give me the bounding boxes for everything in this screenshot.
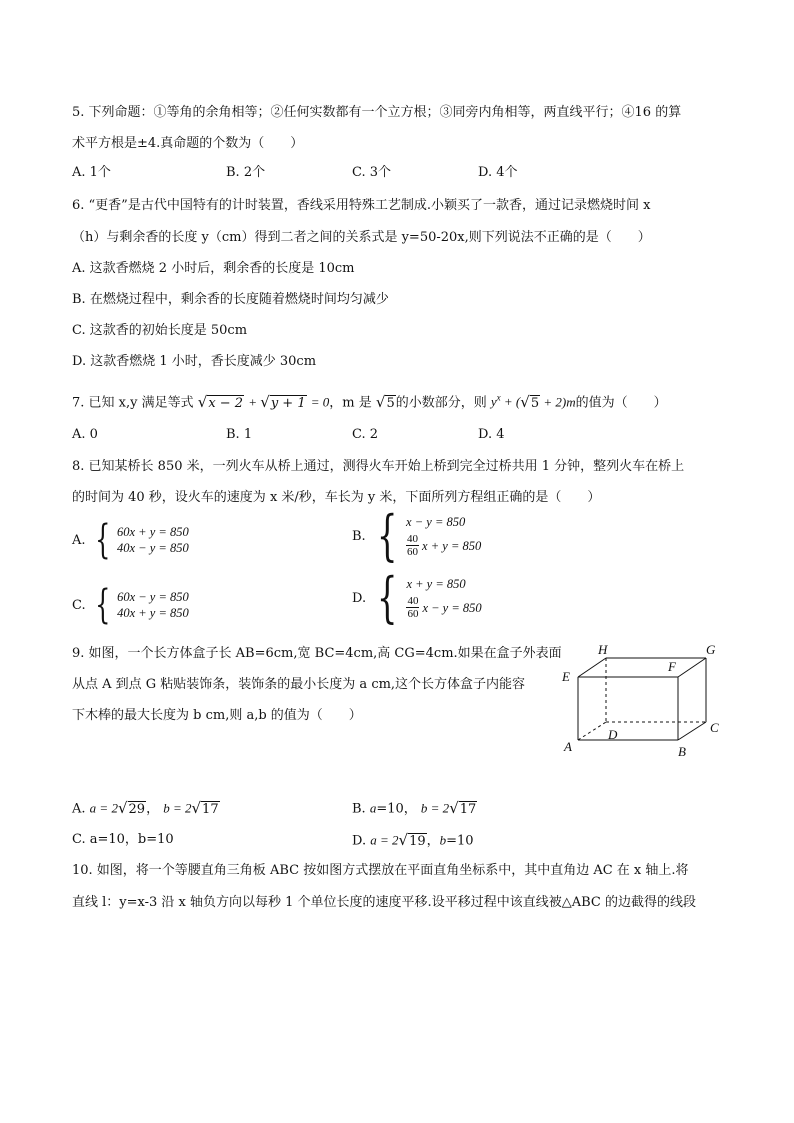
q8-b-fraction: $\frac{40}{60}$ bbox=[407, 533, 419, 558]
q6-option-c: C. 这款香的初始长度是 50cm bbox=[72, 323, 248, 338]
q6-line-2: （h）与剩余香的长度 y（cm）得到二者之间的关系式是 y=50-20x,则下列说法不正确的是（ ） bbox=[72, 230, 651, 245]
q8-option-c-label: C. bbox=[72, 597, 86, 613]
label-G: G bbox=[706, 642, 716, 657]
q7-stem: 7. 已知 x,y 满足等式 √x − 2 + √y + 1 = 0，m 是 √5的小数部分，则 $y^x + (√5 + 2)m$的值为（ ） bbox=[72, 392, 667, 411]
q7-expression: $y^x$ + ( bbox=[490, 393, 521, 410]
q8-a-eq1: 60x + y = 850 bbox=[116, 525, 189, 539]
q10-line-1: 10. 如图，将一个等腰直角三角板 ABC 按如图方式摆放在平面直角坐标系中，其中直角边 AC 在 x 轴上.将 bbox=[72, 863, 689, 878]
sqrt-5: √5 bbox=[375, 392, 395, 411]
q9-option-d: D. a = 2√19，b=10 bbox=[352, 831, 474, 849]
q8-option-d: D. { x + y = 850 $\frac{40}{60}$ x − y = 850 bbox=[352, 566, 482, 629]
q9-line-2: 从点 A 到点 G 粘贴装饰条，装饰条的最小长度为 a cm,这个长方体盒子内能容 bbox=[72, 677, 526, 692]
q7-option-d: D. 4 bbox=[478, 427, 505, 442]
label-D: D bbox=[608, 727, 618, 742]
q7-option-b: B. 1 bbox=[226, 427, 253, 442]
q5-line-2: 术平方根是±4.真命题的个数为（ ） bbox=[72, 136, 304, 151]
q9-option-b: B. a=10， b = 2√17 bbox=[352, 799, 477, 817]
q9-line-1: 9. 如图，一个长方体盒子长 AB=6cm,宽 BC=4cm,高 CG=4cm.如果在盒子外表面 bbox=[72, 646, 562, 661]
q5-option-d: D. 4个 bbox=[478, 165, 518, 180]
q8-d-eq1: x + y = 850 bbox=[406, 577, 466, 591]
q5-option-b: B. 2个 bbox=[226, 165, 266, 180]
q7-mid: ，m 是 bbox=[329, 395, 372, 411]
q7-option-c: C. 2 bbox=[352, 427, 379, 442]
q6-line-1: 6. “更香”是古代中国特有的计时装置，香线采用特殊工艺制成.小颖买了一款香，通过记录燃烧时间 x bbox=[72, 198, 651, 213]
label-B: B bbox=[678, 744, 686, 759]
q5-option-c: C. 3个 bbox=[352, 165, 392, 180]
sqrt-x-minus-2: √x − 2 bbox=[197, 392, 244, 411]
q8-option-d-label: D. bbox=[352, 590, 367, 606]
q8-d-fraction: $\frac{40}{60}$ bbox=[407, 595, 419, 620]
q6-option-b: B. 在燃烧过程中，剩余香的长度随着燃烧时间均匀减少 bbox=[72, 292, 389, 307]
q5-line-1: 5. 下列命题：①等角的余角相等；②任何实数都有一个立方根；③同旁内角相等，两直线平行；④16 的算 bbox=[72, 105, 682, 120]
q7-tail: 的小数部分，则 bbox=[395, 395, 487, 411]
q10-line-2: 直线 l：y=x-3 沿 x 轴负方向以每秒 1 个单位长度的速度平移.设平移过程中该直线被△ABC 的边截得的线段 bbox=[72, 895, 696, 910]
q8-line-2: 的时间为 40 秒，设火车的速度为 x 米/秒，车长为 y 米，下面所列方程组正确的是（ ） bbox=[72, 490, 601, 505]
q8-option-a: A. { 60x + y = 850 40x − y = 850 bbox=[72, 517, 189, 563]
sqrt-y-plus-1: √y + 1 bbox=[260, 392, 306, 411]
q8-c-eq2: 40x + y = 850 bbox=[117, 606, 189, 620]
q6-option-a: A. 这款香燃烧 2 小时后，剩余香的长度是 10cm bbox=[72, 261, 355, 276]
q7-prefix: 7. 已知 x,y 满足等式 bbox=[72, 395, 194, 411]
label-A: A bbox=[564, 739, 572, 754]
q8-d-eq2: x − y = 850 bbox=[422, 600, 482, 615]
q9-option-c: C. a=10，b=10 bbox=[72, 832, 174, 847]
q8-option-b: B. { x − y = 850 $\frac{40}{60}$ x + y = 850 bbox=[352, 504, 482, 567]
label-C: C bbox=[710, 720, 719, 735]
q9-option-a: A. a = 2√29， b = 2√17 bbox=[72, 799, 219, 817]
q7-option-a: A. 0 bbox=[72, 427, 98, 442]
q8-option-a-label: A. bbox=[72, 532, 86, 548]
q7-end: 的值为（ ） bbox=[575, 395, 667, 411]
q8-b-eq1: x − y = 850 bbox=[406, 515, 466, 529]
q8-a-eq2: 40x − y = 850 bbox=[116, 541, 189, 555]
q8-b-eq2: x + y = 850 bbox=[422, 538, 482, 553]
q6-option-d: D. 这款香燃烧 1 小时，香长度减少 30cm bbox=[72, 354, 317, 369]
label-E: E bbox=[562, 669, 570, 684]
q8-c-eq1: 60x − y = 850 bbox=[117, 590, 189, 604]
label-H: H bbox=[598, 642, 608, 657]
q8-line-1: 8. 已知某桥长 850 米，一列火车从桥上通过，测得火车开始上桥到完全过桥共用 1 分钟，整列火车在桥上 bbox=[72, 459, 685, 474]
q9-line-3: 下木棒的最大长度为 b cm,则 a,b 的值为（ ） bbox=[72, 708, 362, 723]
q8-option-b-label: B. bbox=[352, 528, 366, 544]
q5-option-a: A. 1个 bbox=[72, 165, 111, 180]
label-F: F bbox=[668, 659, 676, 674]
cuboid-figure bbox=[556, 640, 726, 765]
q8-option-c: C. { 60x − y = 850 40x + y = 850 bbox=[72, 582, 189, 628]
